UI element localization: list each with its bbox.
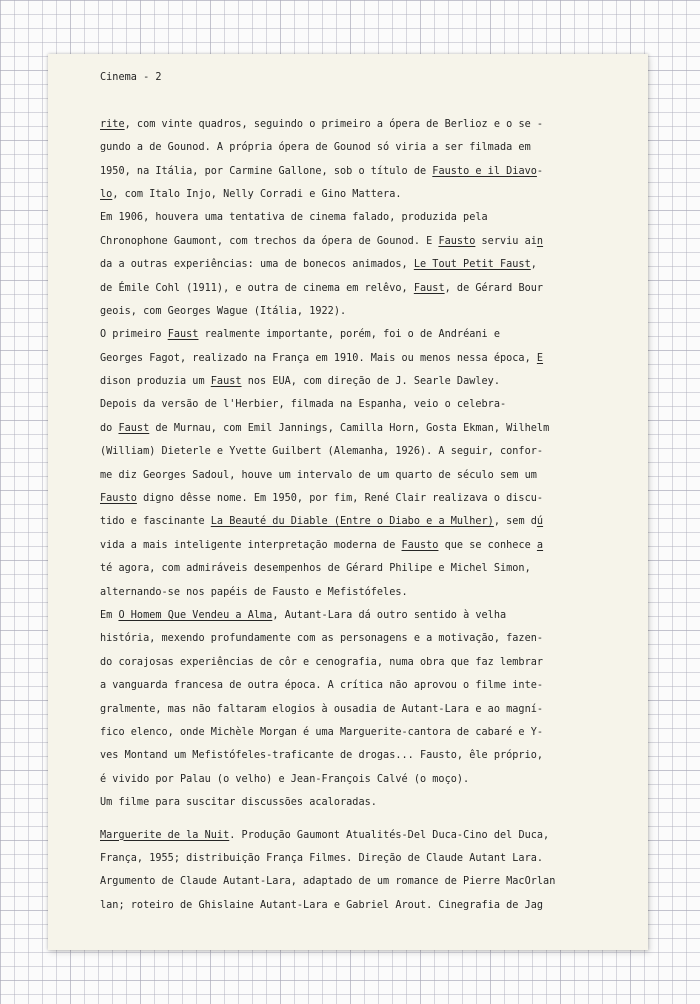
text-run: té agora, com admiráveis desempenhos de Gérard Philipe e Michel Simon, [100,563,531,575]
text-run: história, mexendo profundamente com as personagens e a motivação, fazen- [100,633,544,645]
text-line [100,160,622,183]
text-line [100,206,622,229]
text-line [100,300,622,323]
text-run: Georges Fagot, realizado na França em 1910. Mais ou menos nessa época, [100,352,537,364]
text-line [100,230,622,253]
underlined-title: Faust [167,329,199,341]
text-run: tido e fascinante [100,516,211,528]
underlined-title: Fausto [438,235,476,247]
text-run: nos EUA, com direção de J. Searle Dawley. [241,376,500,388]
text-run: de Émile Cohl (1911), e outra de cinema em relêvo, [100,282,414,294]
text-line [100,347,622,370]
text-line [100,698,622,721]
underlined-title: La Beauté du Diable (Entre o Diabo e a Mulher) [210,516,494,528]
text-run: de Murnau, com Emil Jannings, Camilla Horn, Gosta Ekman, Wilhelm [149,422,550,434]
underlined-title: Marguerite de la Nuit [100,829,230,841]
paragraph [100,323,622,393]
underlined-title: Fausto e il Diavo [432,165,537,177]
text-line [100,847,622,870]
text-run: vida a mais inteligente interpretação moderna de [100,539,402,551]
paragraph [100,206,622,323]
text-run: O primeiro [100,329,168,341]
underlined-title: E [536,352,544,364]
paragraph [100,604,622,815]
text-line [100,557,622,580]
underlined-title: a [536,539,544,551]
underlined-title: Faust [413,282,445,294]
text-line [100,581,622,604]
page-header: Cinema - 2 [100,72,162,83]
text-line [100,113,622,136]
text-line [100,791,622,814]
text-run: a vanguarda francesa de outra época. A crítica não aprovou o filme inte- [100,680,544,692]
text-run: Chronophone Gaumont, com trechos da ópera de Gounod. E [100,235,439,247]
text-run: fico elenco, onde Michèle Morgan é uma Marguerite-cantora de cabaré e Y- [100,726,544,738]
text-line [100,440,622,463]
text-run: , com vinte quadros, seguindo o primeiro a ópera de Berlioz e o se - [124,118,544,130]
text-line [100,627,622,650]
text-run: , Autant-Lara dá outro sentido à velha [272,609,507,621]
text-run: 1950, na Itália, por Carmine Gallone, sob o título de [100,165,433,177]
text-run: que se conhece [438,539,537,551]
underlined-title: Fausto [100,493,137,505]
paragraph [100,113,622,207]
text-line [100,417,622,440]
text-run: do corajosas experiências de côr e cenografia, numa obra que faz lembrar [100,656,544,668]
text-line [100,534,622,557]
text-line [100,277,622,300]
text-run: , [530,259,537,271]
text-line [100,370,622,393]
text-run: ves Montand um Mefistófeles-traficante de drogas... Fausto, êle próprio, [100,750,544,762]
text-line [100,721,622,744]
text-line [100,674,622,697]
text-line [100,824,622,847]
text-run: dison produzia um [100,376,211,388]
text-line [100,393,622,416]
text-line [100,604,622,627]
text-line [100,870,622,893]
text-run: me diz Georges Sadoul, houve um intervalo de um quarto de século sem um [100,469,537,481]
text-run: da a outras experiências: uma de bonecos animados, [100,259,414,271]
text-run: Um filme para suscitar discussões acaloradas. [100,797,377,809]
underlined-title: Le Tout Petit Faust [413,259,531,271]
text-run: geois, com Georges Wague (Itália, 1922). [100,305,347,317]
text-run: alternando-se nos papéis de Fausto e Mefistófeles. [100,586,408,598]
underlined-title: Faust [210,376,242,388]
underlined-title: n [536,235,544,247]
text-run: , sem d [493,516,537,528]
text-line [100,323,622,346]
text-run: Argumento de Claude Autant-Lara, adaptado de um romance de Pierre MacOrlan [100,876,556,888]
text-run: do [100,422,119,434]
text-line [100,183,622,206]
text-run: Em 1906, houvera uma tentativa de cinema falado, produzida pela [100,212,488,224]
text-line [100,464,622,487]
underlined-title: Fausto [401,539,439,551]
page-text [100,66,622,917]
text-run: digno dêsse nome. Em 1950, por fim, René Clair realizava o discu- [136,493,544,505]
underlined-title: lo [100,188,113,200]
paragraph-gap [100,815,622,824]
text-run: - [536,165,544,177]
text-run: Depois da versão de l'Herbier, filmada na Espanha, veio o celebra- [100,399,507,411]
underlined-title: Faust [118,422,150,434]
body-text [100,113,622,917]
text-run: gundo a de Gounod. A própria ópera de Gounod só viria a ser filmada em [100,142,531,154]
text-line [100,768,622,791]
text-run: lan; roteiro de Ghislaine Autant-Lara e Gabriel Arout. Cinegrafia de Jag [100,899,544,911]
text-line [100,744,622,767]
text-run: , de Gérard Bour [444,282,544,294]
paragraph [100,824,622,918]
text-run: (William) Dieterle e Yvette Guilbert (Alemanha, 1926). A seguir, confor- [100,446,544,458]
text-line [100,894,622,917]
text-line [100,136,622,159]
text-run: , com Italo Injo, Nelly Corradi e Gino Mattera. [112,188,402,200]
text-run: é vivido por Palau (o velho) e Jean-François Calvé (o moço). [100,773,470,785]
underlined-title: rite [100,118,125,130]
spacer-line [100,89,622,112]
text-run: França, 1955; distribuição França Filmes. Direção de Claude Autant Lara. [100,852,544,864]
text-line [100,487,622,510]
text-run: gralmente, mas não faltaram elogios à ousadia de Autant-Lara e ao magní- [100,703,544,715]
text-run: serviu ai [475,235,537,247]
text-line [100,651,622,674]
underlined-title: O Homem Que Vendeu a Alma [118,609,273,621]
text-line [100,253,622,276]
underlined-title: ú [536,516,544,528]
text-run: Em [100,609,119,621]
text-run: realmente importante, porém, foi o de Andréani e [198,329,500,341]
text-line [100,510,622,533]
text-run: . Produção Gaumont Atualités-Del Duca-Cino del Duca, [229,829,550,841]
paragraph [100,393,622,604]
